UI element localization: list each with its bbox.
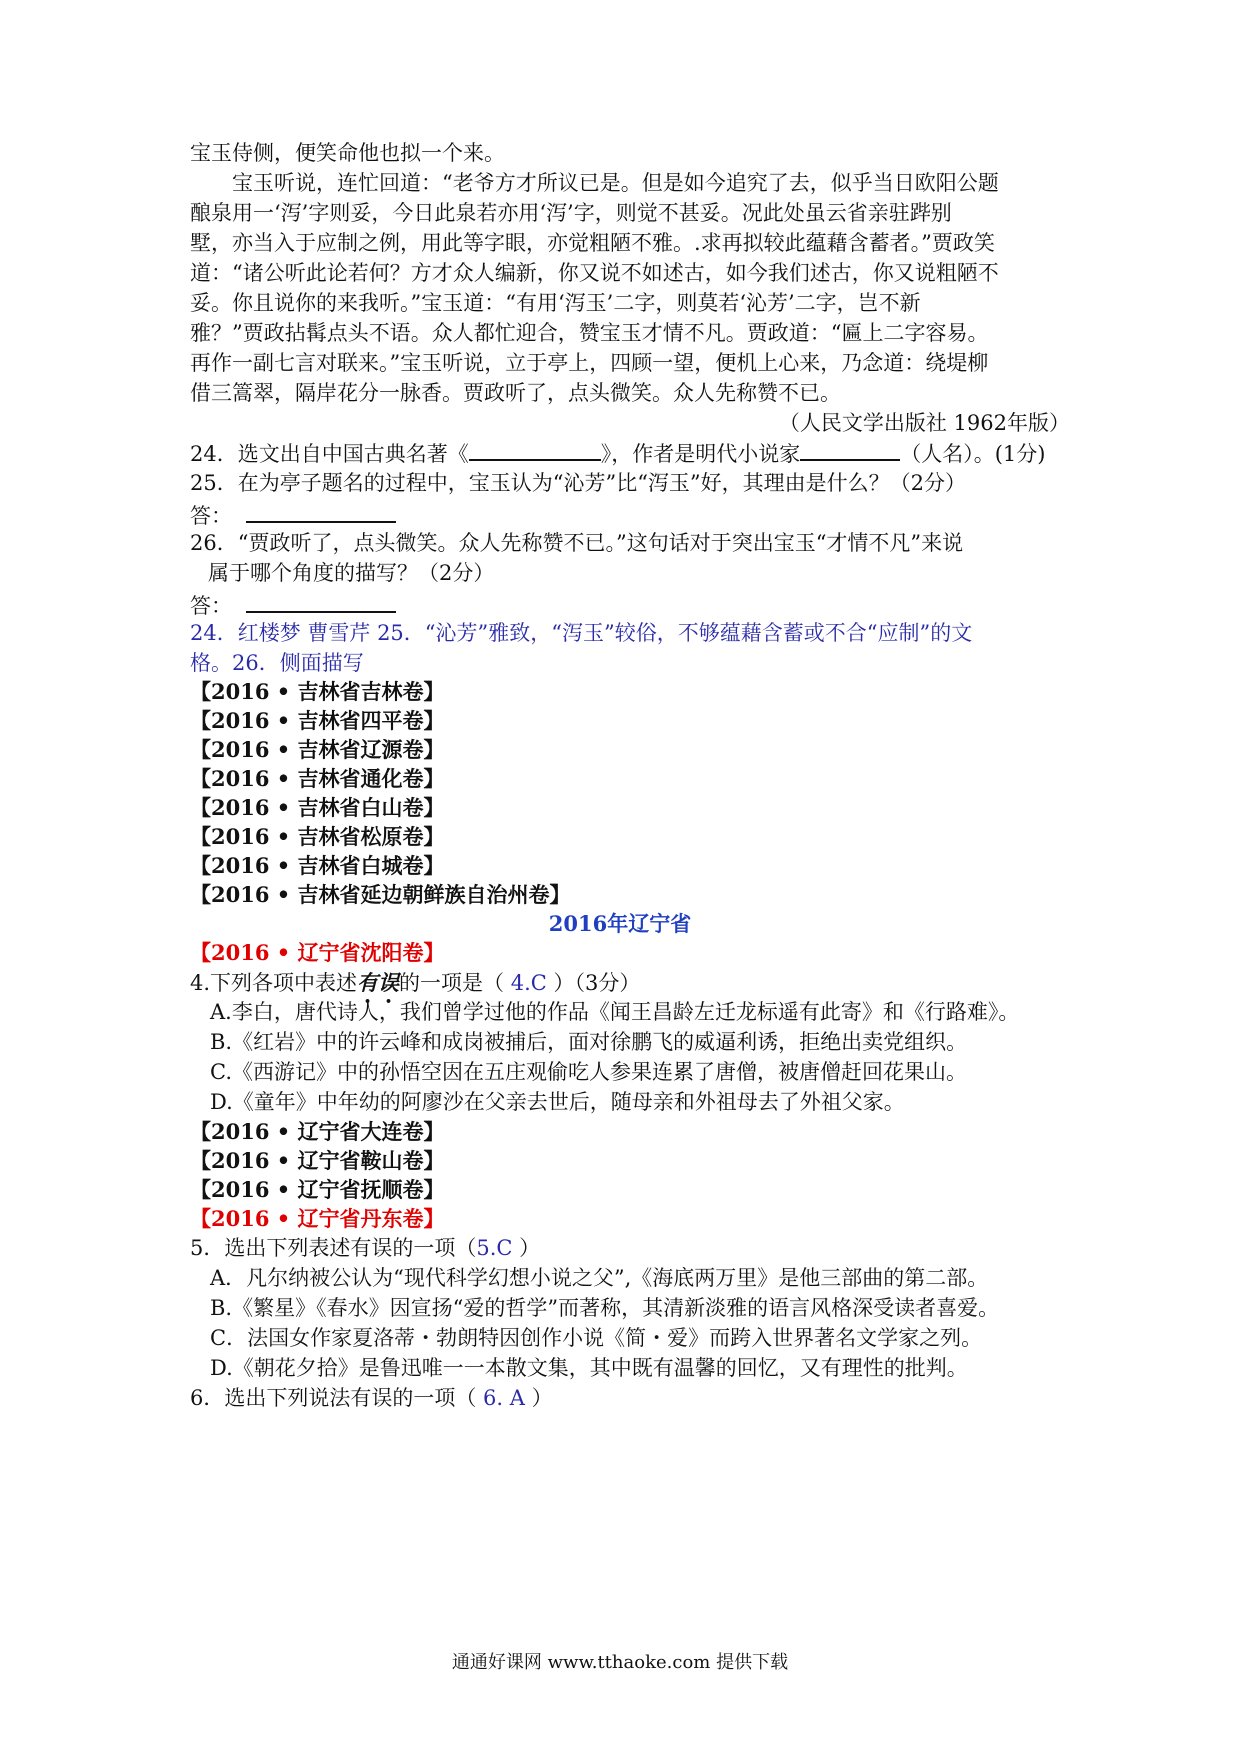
section-header: 【2016 • 吉林省白城卷】 (190, 853, 445, 878)
option-d: D.《朝花夕拾》是鲁迅唯一一本散文集，其中既有温馨的回忆，又有理性的批判。 (210, 1356, 968, 1380)
option-b: B.《红岩》中的许云峰和成岗被捕后，面对徐鹏飞的威逼利诱，拒绝出卖党组织。 (210, 1030, 968, 1054)
q4-text: 4.下列各项中表述 (190, 971, 358, 995)
section-header: 【2016 • 辽宁省抚顺卷】 (190, 1177, 445, 1202)
answer-line[interactable] (246, 587, 396, 613)
answer-blank[interactable] (800, 437, 900, 461)
q4-emphasis: 有误 (357, 970, 400, 995)
section-header: 【2016 • 吉林省吉林卷】 (190, 679, 445, 704)
question-26-line2: 属于哪个角度的描写？（2分） (208, 561, 495, 585)
option-b: B.《繁星》《春水》因宣扬“爱的哲学”而著称，其清新淡雅的语言风格深受读者喜爱。 (210, 1296, 1000, 1320)
answer-label: 答： (190, 594, 232, 618)
q6-text: ） (524, 1386, 553, 1410)
q4-text: ）（3分） (546, 971, 641, 995)
q5-text: 5．选出下列表述有误的一项（ (190, 1236, 477, 1260)
q5-text: ） (512, 1236, 541, 1260)
option-a: A．凡尔纳被公认为“现代科学幻想小说之父”,《海底两万里》是他三部曲的第二部。 (210, 1266, 989, 1290)
option-d: D.《童年》中年幼的阿廖沙在父亲去世后，随母亲和外祖母去了外祖父家。 (210, 1090, 905, 1114)
passage-line: 妥。你且说你的来我听。”宝玉道：“有用‘泻玉’二字，则莫若‘沁芳’二字，岂不新 (190, 291, 921, 315)
q6-text: 6．选出下列说法有误的一项（ (190, 1386, 484, 1410)
question-6 (190, 1382, 1070, 1415)
passage-line: 宝玉侍侧，便笑命他也拟一个来。 (190, 141, 505, 165)
passage-line: 道：“诸公听此论若何？方才众人编新，你又说不如述古，如今我们述古，你又说粗陋不 (190, 261, 999, 285)
section-header: 【2016 • 辽宁省大连卷】 (190, 1119, 445, 1144)
section-header: 【2016 • 吉林省延边朝鲜族自治州卷】 (190, 882, 571, 907)
q5-answer: 5.C (476, 1236, 513, 1260)
q24-text-a: 24．选文出自中国古典名著《 (190, 442, 469, 466)
passage-line: 雅？”贾政拈髯点头不语。众人都忙迎合，赞宝玉才情不凡。贾政道：“匾上二字容易。 (190, 321, 989, 345)
section-header-highlight: 【2016 • 辽宁省丹东卷】 (190, 1206, 445, 1231)
question-5 (190, 1232, 1070, 1265)
q24-text-c: （人名）。(1分) (900, 442, 1046, 466)
section-header: 【2016 • 吉林省白山卷】 (190, 795, 445, 820)
answer-blank[interactable] (469, 437, 601, 461)
passage-line: 酿泉用一‘泻’字则妥，今日此泉若亦用‘泻’字，则觉不甚妥。况此处虽云省亲驻跸别 (190, 201, 952, 225)
section-header: 【2016 • 吉林省四平卷】 (190, 708, 445, 733)
q6-answer: 6. A (483, 1386, 525, 1410)
section-header: 【2016 • 吉林省通化卷】 (190, 766, 445, 791)
passage-line: 宝玉听说，连忙回道：“老爷方才所议已是。但是如今追究了去，似乎当日欧阳公题 (232, 171, 999, 195)
passage-line: 再作一副七言对联来。”宝玉听说，立于亭上，四顾一望，便机上心来，乃念道：绕堤柳 (190, 351, 989, 375)
section-header-highlight: 【2016 • 辽宁省沈阳卷】 (190, 940, 445, 965)
question-25: 25．在为亭子题名的过程中，宝玉认为“沁芳”比“泻玉”好，其理由是什么？（2分） (190, 471, 967, 495)
option-a: A.李白，唐代诗人，我们曾学过他的作品《闻王昌龄左迁龙标遥有此寄》和《行路难》。 (210, 1000, 1020, 1024)
q4-text: 的一项是（ (399, 971, 511, 995)
q24-text-b: 》，作者是明代小说家 (600, 442, 801, 466)
answer-line[interactable] (246, 497, 396, 523)
section-header: 【2016 • 吉林省松原卷】 (190, 824, 445, 849)
passage-source: （人民文学出版社 1962年版） (778, 411, 1070, 435)
section-header: 【2016 • 吉林省辽源卷】 (190, 737, 445, 762)
province-title: 2016年辽宁省 (548, 911, 692, 936)
answer-key-line: 24．红楼梦 曹雪芹 25．“沁芳”雅致，“泻玉”较俗，不够蕴藉含蓄或不合“应制”的文 (190, 621, 973, 645)
option-c: C.《西游记》中的孙悟空因在五庄观偷吃人参果连累了唐僧，被唐僧赶回花果山。 (210, 1060, 967, 1084)
option-c: C．法国女作家夏洛蒂・勃朗特因创作小说《简・爱》而跨入世界著名文学家之列。 (210, 1326, 983, 1350)
section-header: 【2016 • 辽宁省鞍山卷】 (190, 1148, 445, 1173)
question-24 (190, 437, 1070, 471)
page-footer: 通通好课网 www.tthaoke.com 提供下载 (451, 1652, 789, 1673)
passage-line: 墅，亦当入于应制之例，用此等字眼，亦觉粗陋不雅。.求再拟较此蕴藉含蓄者。”贾政笑 (190, 231, 995, 255)
answer-label: 答： (190, 504, 232, 528)
passage-line: 借三篙翠，隔岸花分一脉香。贾政听了，点头微笑。众人先称赞不已。 (190, 381, 841, 405)
answer-key-line: 格。26．侧面描写 (190, 651, 364, 675)
question-26-line1: 26．“贾政听了，点头微笑。众人先称赞不已。”这句话对于突出宝玉“才情不凡”来说 (190, 531, 964, 555)
q4-answer: 4.C (510, 971, 547, 995)
